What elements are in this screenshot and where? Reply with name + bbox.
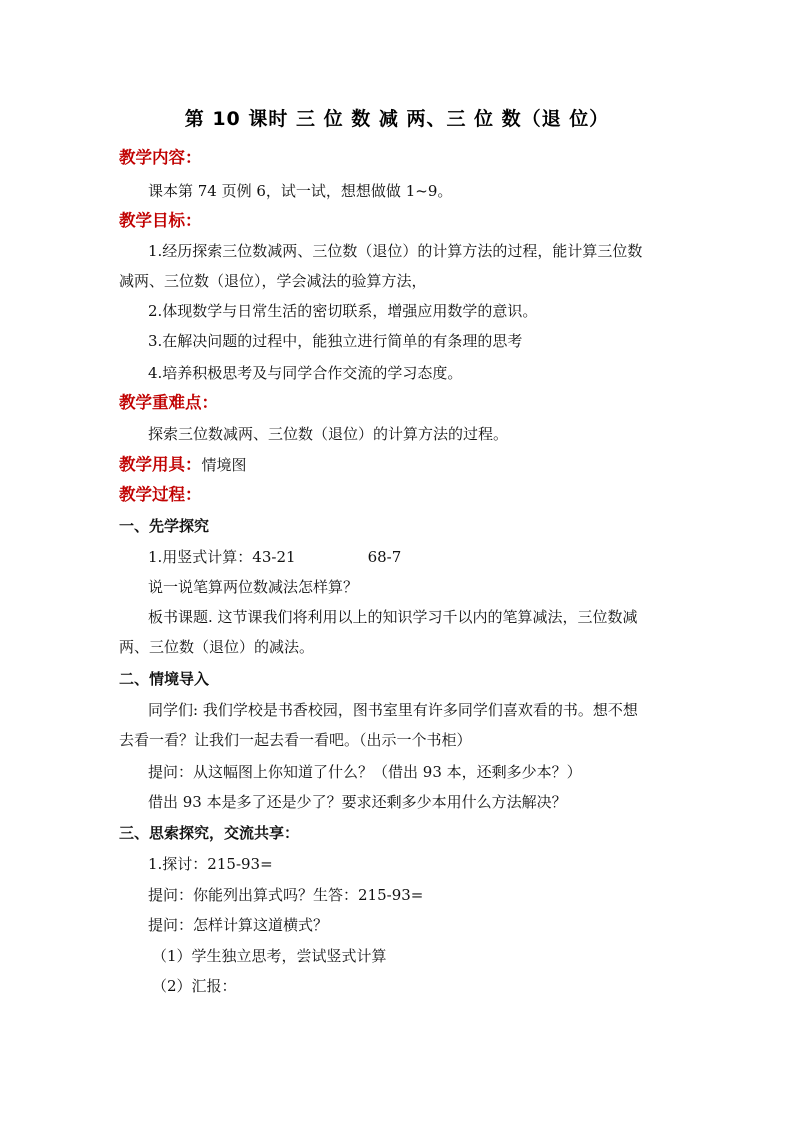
section-2-title: 二、情境导入 <box>119 670 210 688</box>
s2-line-4: 借出 93 本是多了还是少了？要求还剩多少本用什么方法解决？ <box>148 793 567 811</box>
heading-teaching-tools <box>119 455 247 475</box>
s1-ask-line: 说一说笔算两位数减法怎样算？ <box>148 578 359 596</box>
page-title: 第 10 课时 三 位 数 减 两、三 位 数（退 位） <box>184 108 610 130</box>
teaching-tools-value: 情境图 <box>201 456 247 474</box>
key-points-text: 探索三位数减两、三位数（退位）的计算方法的过程。 <box>148 425 509 443</box>
s3-line-5: （2）汇报： <box>152 977 237 995</box>
teaching-tools-label: 教学用具： <box>119 455 202 474</box>
section-1-title: 一、先学探究 <box>119 517 210 535</box>
heading-key-points: 教学重难点： <box>119 393 218 412</box>
s3-line-4: （1）学生独立思考，尝试竖式计算 <box>152 947 387 965</box>
section-3-title: 三、思索探究，交流共享： <box>119 824 300 842</box>
s2-line-1: 同学们: 我们学校是书香校园，图书室里有许多同学们喜欢看的书。想不想 <box>148 701 638 719</box>
goal-line-4: 3.在解决问题的过程中，能独立进行简单的有条理的思考 <box>148 332 523 350</box>
s2-line-3: 提问：从这幅图上你知道了什么？（借出 93 本，还剩多少本？） <box>148 763 582 781</box>
heading-teaching-content: 教学内容： <box>119 148 202 167</box>
s2-line-2: 去看一看？让我们一起去看一看吧。（出示一个书柜） <box>119 731 472 749</box>
s1-calc-first: 1.用竖式计算：43-21 <box>148 548 296 566</box>
s3-line-1: 1.探讨：215-93= <box>148 855 273 873</box>
heading-teaching-process: 教学过程： <box>119 485 202 504</box>
goal-line-2: 减两、三位数（退位），学会减法的验算方法， <box>119 272 427 290</box>
goal-line-1: 1.经历探索三位数减两、三位数（退位）的计算方法的过程，能计算三位数 <box>148 242 643 260</box>
s1-calc-line <box>148 547 401 567</box>
heading-teaching-goals: 教学目标： <box>119 211 202 230</box>
s1-board-line-1: 板书课题. 这节课我们将利用以上的知识学习千以内的笔算减法，三位数减 <box>148 608 638 626</box>
goal-line-3: 2.体现数学与日常生活的密切联系，增强应用数学的意识。 <box>148 302 538 320</box>
s3-line-3: 提问：怎样计算这道横式？ <box>148 916 329 934</box>
goal-line-5: 4.培养积极思考及与同学合作交流的学习态度。 <box>148 364 463 382</box>
s1-board-line-2: 两、三位数（退位）的减法。 <box>119 638 315 656</box>
teaching-content-text: 课本第 74 页例 6，试一试，想想做做 1~9。 <box>148 182 453 200</box>
s3-line-2: 提问：你能列出算式吗？生答：215-93= <box>148 886 424 904</box>
s1-calc-second: 68-7 <box>367 548 402 566</box>
